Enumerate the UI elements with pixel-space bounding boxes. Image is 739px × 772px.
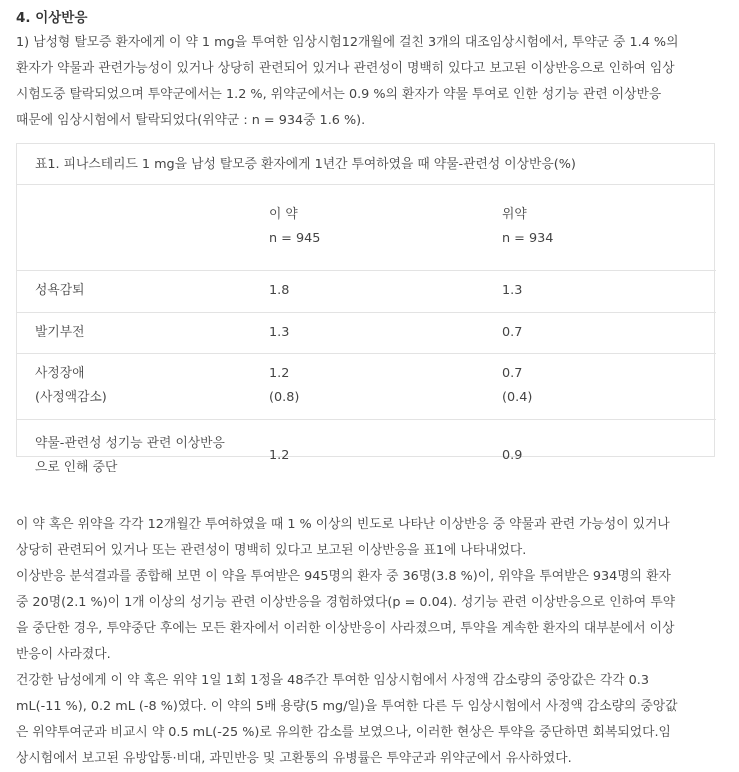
row-label: 성욕감퇴 xyxy=(35,283,85,298)
table-row xyxy=(17,270,716,312)
body-text xyxy=(16,512,716,772)
drug-value-cell xyxy=(251,419,484,493)
adverse-events-table xyxy=(16,143,715,476)
drug-value: 1.8 xyxy=(269,283,290,298)
body-line: 상당히 관련되어 있거나 또는 관련성이 명백히 있다고 보고된 이상반응을 표1에 나타내었다. xyxy=(16,543,527,558)
row-label: 사정장애 xyxy=(35,366,85,381)
header-drug-label: 이 약 xyxy=(269,207,298,223)
body-line: 은 위약투여군과 비교시 약 0.5 mL(-25 %)로 유의한 감소를 보였으나, 이러한 현상은 투약을 중단하면 회복되었다.임 xyxy=(16,725,671,740)
row-label-cell xyxy=(17,312,251,353)
row-label: 발기부전 xyxy=(35,324,85,340)
placebo-value: 0.7 xyxy=(502,366,523,381)
drug-value-cell xyxy=(251,312,484,353)
body-line: 반응이 사라졌다. xyxy=(16,647,111,662)
data-table xyxy=(17,185,716,493)
intro-paragraph xyxy=(16,30,716,134)
intro-line: 때문에 임상시험에서 탈락되었다(위약군 : n = 934중 1.6 %). xyxy=(16,113,366,128)
table-header-row xyxy=(17,185,716,270)
table-row xyxy=(17,419,716,493)
row-label: 약물-관련성 성기능 관련 이상반응 xyxy=(35,436,225,452)
body-paragraph xyxy=(16,564,716,668)
row-label-sub: 으로 인해 중단 xyxy=(35,460,118,476)
row-label-sub: (사정액감소) xyxy=(35,390,107,405)
body-line: 상시험에서 보고된 유방압통·비대, 과민반응 및 고환통의 유병률은 투약군과 위약군에서 유사하였다. xyxy=(16,751,572,766)
section-title: 4. 이상반응 xyxy=(16,10,88,26)
table-caption: 표1. 피나스테리드 1 mg을 남성 탈모증 환자에게 1년간 투여하였을 때 약물-관련성 이상반응(%) xyxy=(17,144,714,185)
drug-value: 1.2 xyxy=(269,366,290,381)
row-label-cell xyxy=(17,353,251,419)
body-paragraph xyxy=(16,512,716,564)
body-line: 건강한 남성에게 이 약 혹은 위약 1일 1회 1정을 48주간 투여한 임상시험에서 사정액 감소량의 중앙값은 각각 0.3 xyxy=(16,673,649,688)
drug-value-cell xyxy=(251,270,484,312)
intro-line: 시험도중 탈락되었으며 투약군에서는 1.2 %, 위약군에서는 0.9 %의 환자가 약물 투여로 인한 성기능 관련 이상반응 xyxy=(16,87,662,102)
placebo-value: 0.7 xyxy=(502,324,523,340)
header-placebo-n: n = 934 xyxy=(502,231,554,247)
body-paragraph xyxy=(16,668,716,772)
row-label-cell xyxy=(17,419,251,493)
row-label-cell xyxy=(17,270,251,312)
body-line: 을 중단한 경우, 투약중단 후에는 모든 환자에서 이러한 이상반응이 사라졌으며, 투약을 계속한 환자의 대부분에서 이상 xyxy=(16,621,675,636)
placebo-value-cell xyxy=(484,312,716,353)
placebo-value-cell xyxy=(484,270,716,312)
header-drug-cell xyxy=(251,185,484,270)
body-line: 이 약 혹은 위약을 각각 12개월간 투여하였을 때 1 % 이상의 빈도로 나타난 이상반응 중 약물과 관련 가능성이 있거나 xyxy=(16,517,670,532)
placebo-value: 1.3 xyxy=(502,283,523,298)
body-line: 이상반응 분석결과를 종합해 보면 이 약을 투여받은 945명의 환자 중 36명(3.8 %)이, 위약을 투여받은 934명의 환자 xyxy=(16,569,671,584)
drug-value: 1.2 xyxy=(269,448,290,464)
header-placebo-cell xyxy=(484,185,716,270)
placebo-value-sub: (0.4) xyxy=(502,390,533,405)
table-row xyxy=(17,353,716,419)
header-drug-n: n = 945 xyxy=(269,231,321,247)
placebo-value-cell xyxy=(484,419,716,493)
placebo-value: 0.9 xyxy=(502,448,523,464)
intro-line: 1) 남성형 탈모증 환자에게 이 약 1 mg을 투여한 임상시험12개월에 걸친 3개의 대조임상시험에서, 투약군 중 1.4 %의 xyxy=(16,35,679,50)
intro-line: 환자가 약물과 관련가능성이 있거나 상당히 관련되어 있거나 관련성이 명백히 있다고 보고된 이상반응으로 인하여 임상 xyxy=(16,61,675,76)
drug-value-sub: (0.8) xyxy=(269,390,300,405)
body-line: mL(-11 %), 0.2 mL (-8 %)였다. 이 약의 5배 용량(5 mg/일)을 투여한 다른 두 임상시험에서 사정액 감소량의 중앙값 xyxy=(16,699,678,714)
placebo-value-cell xyxy=(484,353,716,419)
drug-value: 1.3 xyxy=(269,324,290,340)
header-empty-cell xyxy=(17,185,251,270)
drug-value-cell xyxy=(251,353,484,419)
header-placebo-label: 위약 xyxy=(502,207,527,223)
body-line: 중 20명(2.1 %)이 1개 이상의 성기능 관련 이상반응을 경험하였다(p = 0.04). 성기능 관련 이상반응으로 인하여 투약 xyxy=(16,595,676,610)
table-row xyxy=(17,312,716,353)
